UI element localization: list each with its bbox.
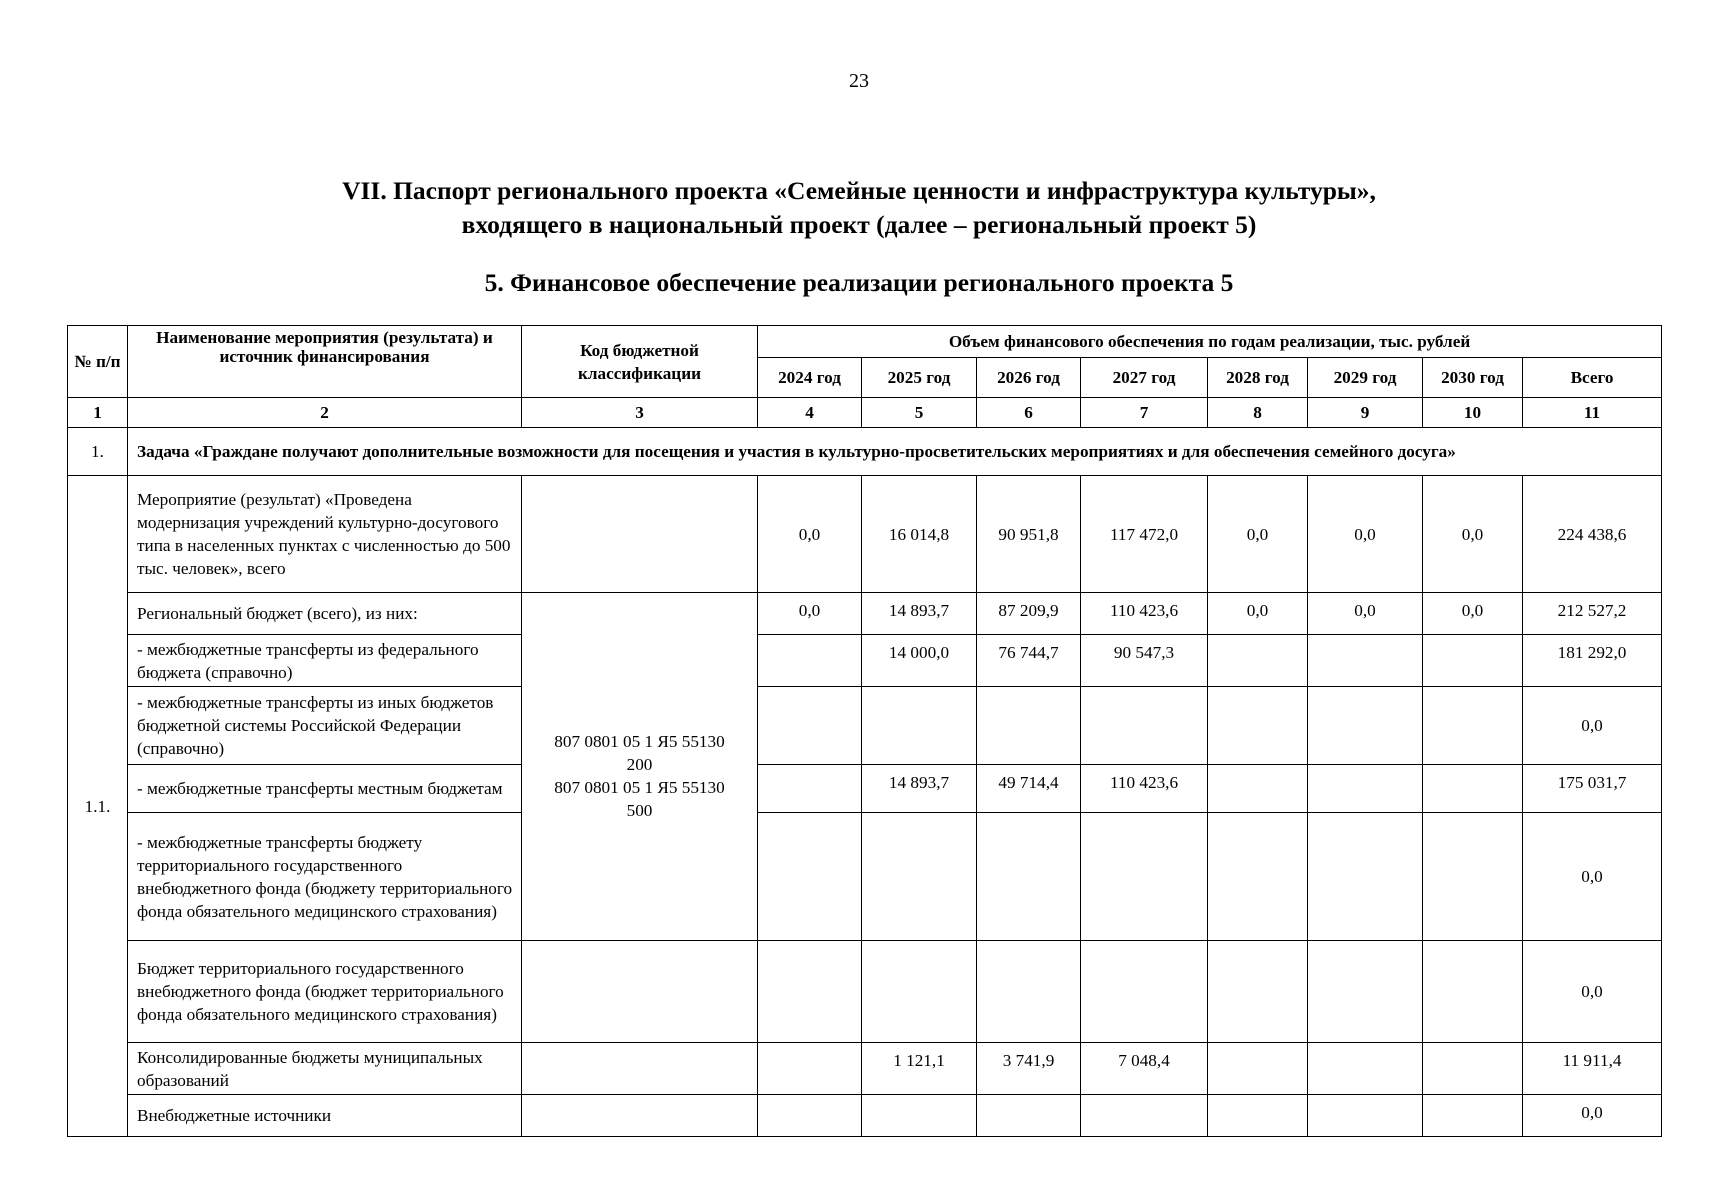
table-row [68,941,1662,1043]
value-cell: 0,0 [1208,476,1308,593]
value-total: 0,0 [1523,813,1662,941]
header-year: 2026 год [977,358,1081,398]
value-cell [758,635,862,687]
value-cell: 16 014,8 [862,476,977,593]
table-row [68,635,1662,687]
value-cell [862,941,977,1043]
value-cell [1308,635,1423,687]
value-cell [1423,941,1523,1043]
value-cell [1081,1095,1208,1137]
value-cell: 0,0 [1308,593,1423,635]
value-cell: 1 121,1 [862,1043,977,1095]
value-cell [1308,1043,1423,1095]
value-cell: 76 744,7 [977,635,1081,687]
task-number: 1. [68,428,128,476]
value-cell [758,1043,862,1095]
column-number: 2 [128,398,522,428]
financing-table [67,325,1662,1137]
value-cell: 90 547,3 [1081,635,1208,687]
header-year: 2024 год [758,358,862,398]
table-row [68,1043,1662,1095]
header-year: 2029 год [1308,358,1423,398]
value-cell [1308,1095,1423,1137]
value-cell [1308,941,1423,1043]
value-cell: 3 741,9 [977,1043,1081,1095]
value-total: 212 527,2 [1523,593,1662,635]
value-total: 0,0 [1523,1095,1662,1137]
header-code: Код бюджетной классификации [522,326,758,398]
code-cell [522,1095,758,1137]
value-cell [1208,1043,1308,1095]
value-cell: 0,0 [1208,593,1308,635]
value-cell: 87 209,9 [977,593,1081,635]
value-cell: 0,0 [1423,593,1523,635]
value-cell [1423,813,1523,941]
page-title [0,174,1718,242]
section-title: 5. Финансовое обеспечение реализации регионального проекта 5 [484,268,1234,297]
column-number: 1 [68,398,128,428]
value-cell [1423,635,1523,687]
header-total: Всего [1523,358,1662,398]
value-cell [977,941,1081,1043]
value-cell [758,765,862,813]
row-name: - межбюджетные трансферты местным бюджетам [128,765,522,813]
value-cell: 49 714,4 [977,765,1081,813]
value-cell [1208,635,1308,687]
value-cell [977,687,1081,765]
value-cell: 14 000,0 [862,635,977,687]
value-total: 175 031,7 [1523,765,1662,813]
budget-code-line: 500 [626,800,653,820]
value-cell [1081,941,1208,1043]
value-cell: 7 048,4 [1081,1043,1208,1095]
column-number: 10 [1423,398,1523,428]
value-cell [1081,813,1208,941]
header-year: 2028 год [1208,358,1308,398]
value-cell [1423,687,1523,765]
value-cell [1423,1095,1523,1137]
header-row-1 [68,326,1662,358]
value-cell [1308,765,1423,813]
budget-code-line: 807 0801 05 1 Я5 55130 [554,777,725,797]
column-number: 5 [862,398,977,428]
value-cell: 117 472,0 [1081,476,1208,593]
value-total: 0,0 [1523,941,1662,1043]
value-cell [1423,765,1523,813]
code-cell [522,941,758,1043]
value-cell: 0,0 [758,476,862,593]
table-row [68,765,1662,813]
row-name: Бюджет территориального государственного внебюджетного фонда (бюджет территориального фонда обязательного медицинского страхования) [128,941,522,1043]
value-cell [758,813,862,941]
row-name: Региональный бюджет (всего), из них: [128,593,522,635]
value-cell: 14 893,7 [862,593,977,635]
row-name: - межбюджетные трансферты бюджету территориального государственного внебюджетного фонда (бюджету территориального фонда обязательного медицинского страхования) [128,813,522,941]
value-cell [1208,687,1308,765]
value-cell [758,1095,862,1137]
row-name: Внебюджетные источники [128,1095,522,1137]
task-row [68,428,1662,476]
value-cell [1208,765,1308,813]
value-cell [977,1095,1081,1137]
column-number: 4 [758,398,862,428]
value-cell [1208,813,1308,941]
row-name: - межбюджетные трансферты из федерального бюджета (справочно) [128,635,522,687]
table-row [68,476,1662,593]
task-text: Задача «Граждане получают дополнительные возможности для посещения и участия в культурно-просветительских мероприятиях и для обеспечения семейного досуга» [128,428,1662,476]
column-number-row [68,398,1662,428]
value-cell [1208,1095,1308,1137]
header-year: 2030 год [1423,358,1523,398]
budget-code-line: 807 0801 05 1 Я5 55130 [554,731,725,751]
header-year: 2027 год [1081,358,1208,398]
table-row [68,1095,1662,1137]
value-cell: 0,0 [758,593,862,635]
table-row [68,593,1662,635]
value-cell [862,687,977,765]
column-number: 9 [1308,398,1423,428]
column-number: 6 [977,398,1081,428]
header-volume: Объем финансового обеспечения по годам реализации, тыс. рублей [758,326,1662,358]
budget-code-cell [522,593,758,941]
column-number: 3 [522,398,758,428]
value-cell [977,813,1081,941]
page-number: 23 [849,70,869,92]
value-cell [1423,1043,1523,1095]
table-row [68,687,1662,765]
value-cell [862,813,977,941]
value-cell: 0,0 [1423,476,1523,593]
value-cell: 110 423,6 [1081,765,1208,813]
value-cell [862,1095,977,1137]
item-number: 1.1. [68,476,128,1137]
value-cell [1308,687,1423,765]
title-line-2: входящего в национальный проект (далее – региональный проект 5) [461,210,1257,239]
value-cell: 90 951,8 [977,476,1081,593]
value-total: 0,0 [1523,687,1662,765]
column-number: 8 [1208,398,1308,428]
header-name: Наименование мероприятия (результата) и источник финансирования [128,326,522,398]
value-cell: 14 893,7 [862,765,977,813]
code-cell [522,476,758,593]
column-number: 11 [1523,398,1662,428]
row-name: - межбюджетные трансферты из иных бюджетов бюджетной системы Российской Федерации (справочно) [128,687,522,765]
value-total: 11 911,4 [1523,1043,1662,1095]
title-line-1: VII. Паспорт регионального проекта «Семейные ценности и инфраструктура культуры», [342,176,1376,205]
row-name: Мероприятие (результат) «Проведена модернизация учреждений культурно-досугового типа в населенных пунктах с численностью до 500 тыс. человек», всего [128,476,522,593]
value-cell [758,687,862,765]
header-num: № п/п [68,326,128,398]
code-cell [522,1043,758,1095]
value-total: 181 292,0 [1523,635,1662,687]
value-cell [1308,813,1423,941]
header-year: 2025 год [862,358,977,398]
value-total: 224 438,6 [1523,476,1662,593]
budget-code-line: 200 [626,754,653,774]
value-cell: 0,0 [1308,476,1423,593]
table-row [68,813,1662,941]
value-cell [1081,687,1208,765]
value-cell [1208,941,1308,1043]
column-number: 7 [1081,398,1208,428]
value-cell [758,941,862,1043]
value-cell: 110 423,6 [1081,593,1208,635]
row-name: Консолидированные бюджеты муниципальных образований [128,1043,522,1095]
